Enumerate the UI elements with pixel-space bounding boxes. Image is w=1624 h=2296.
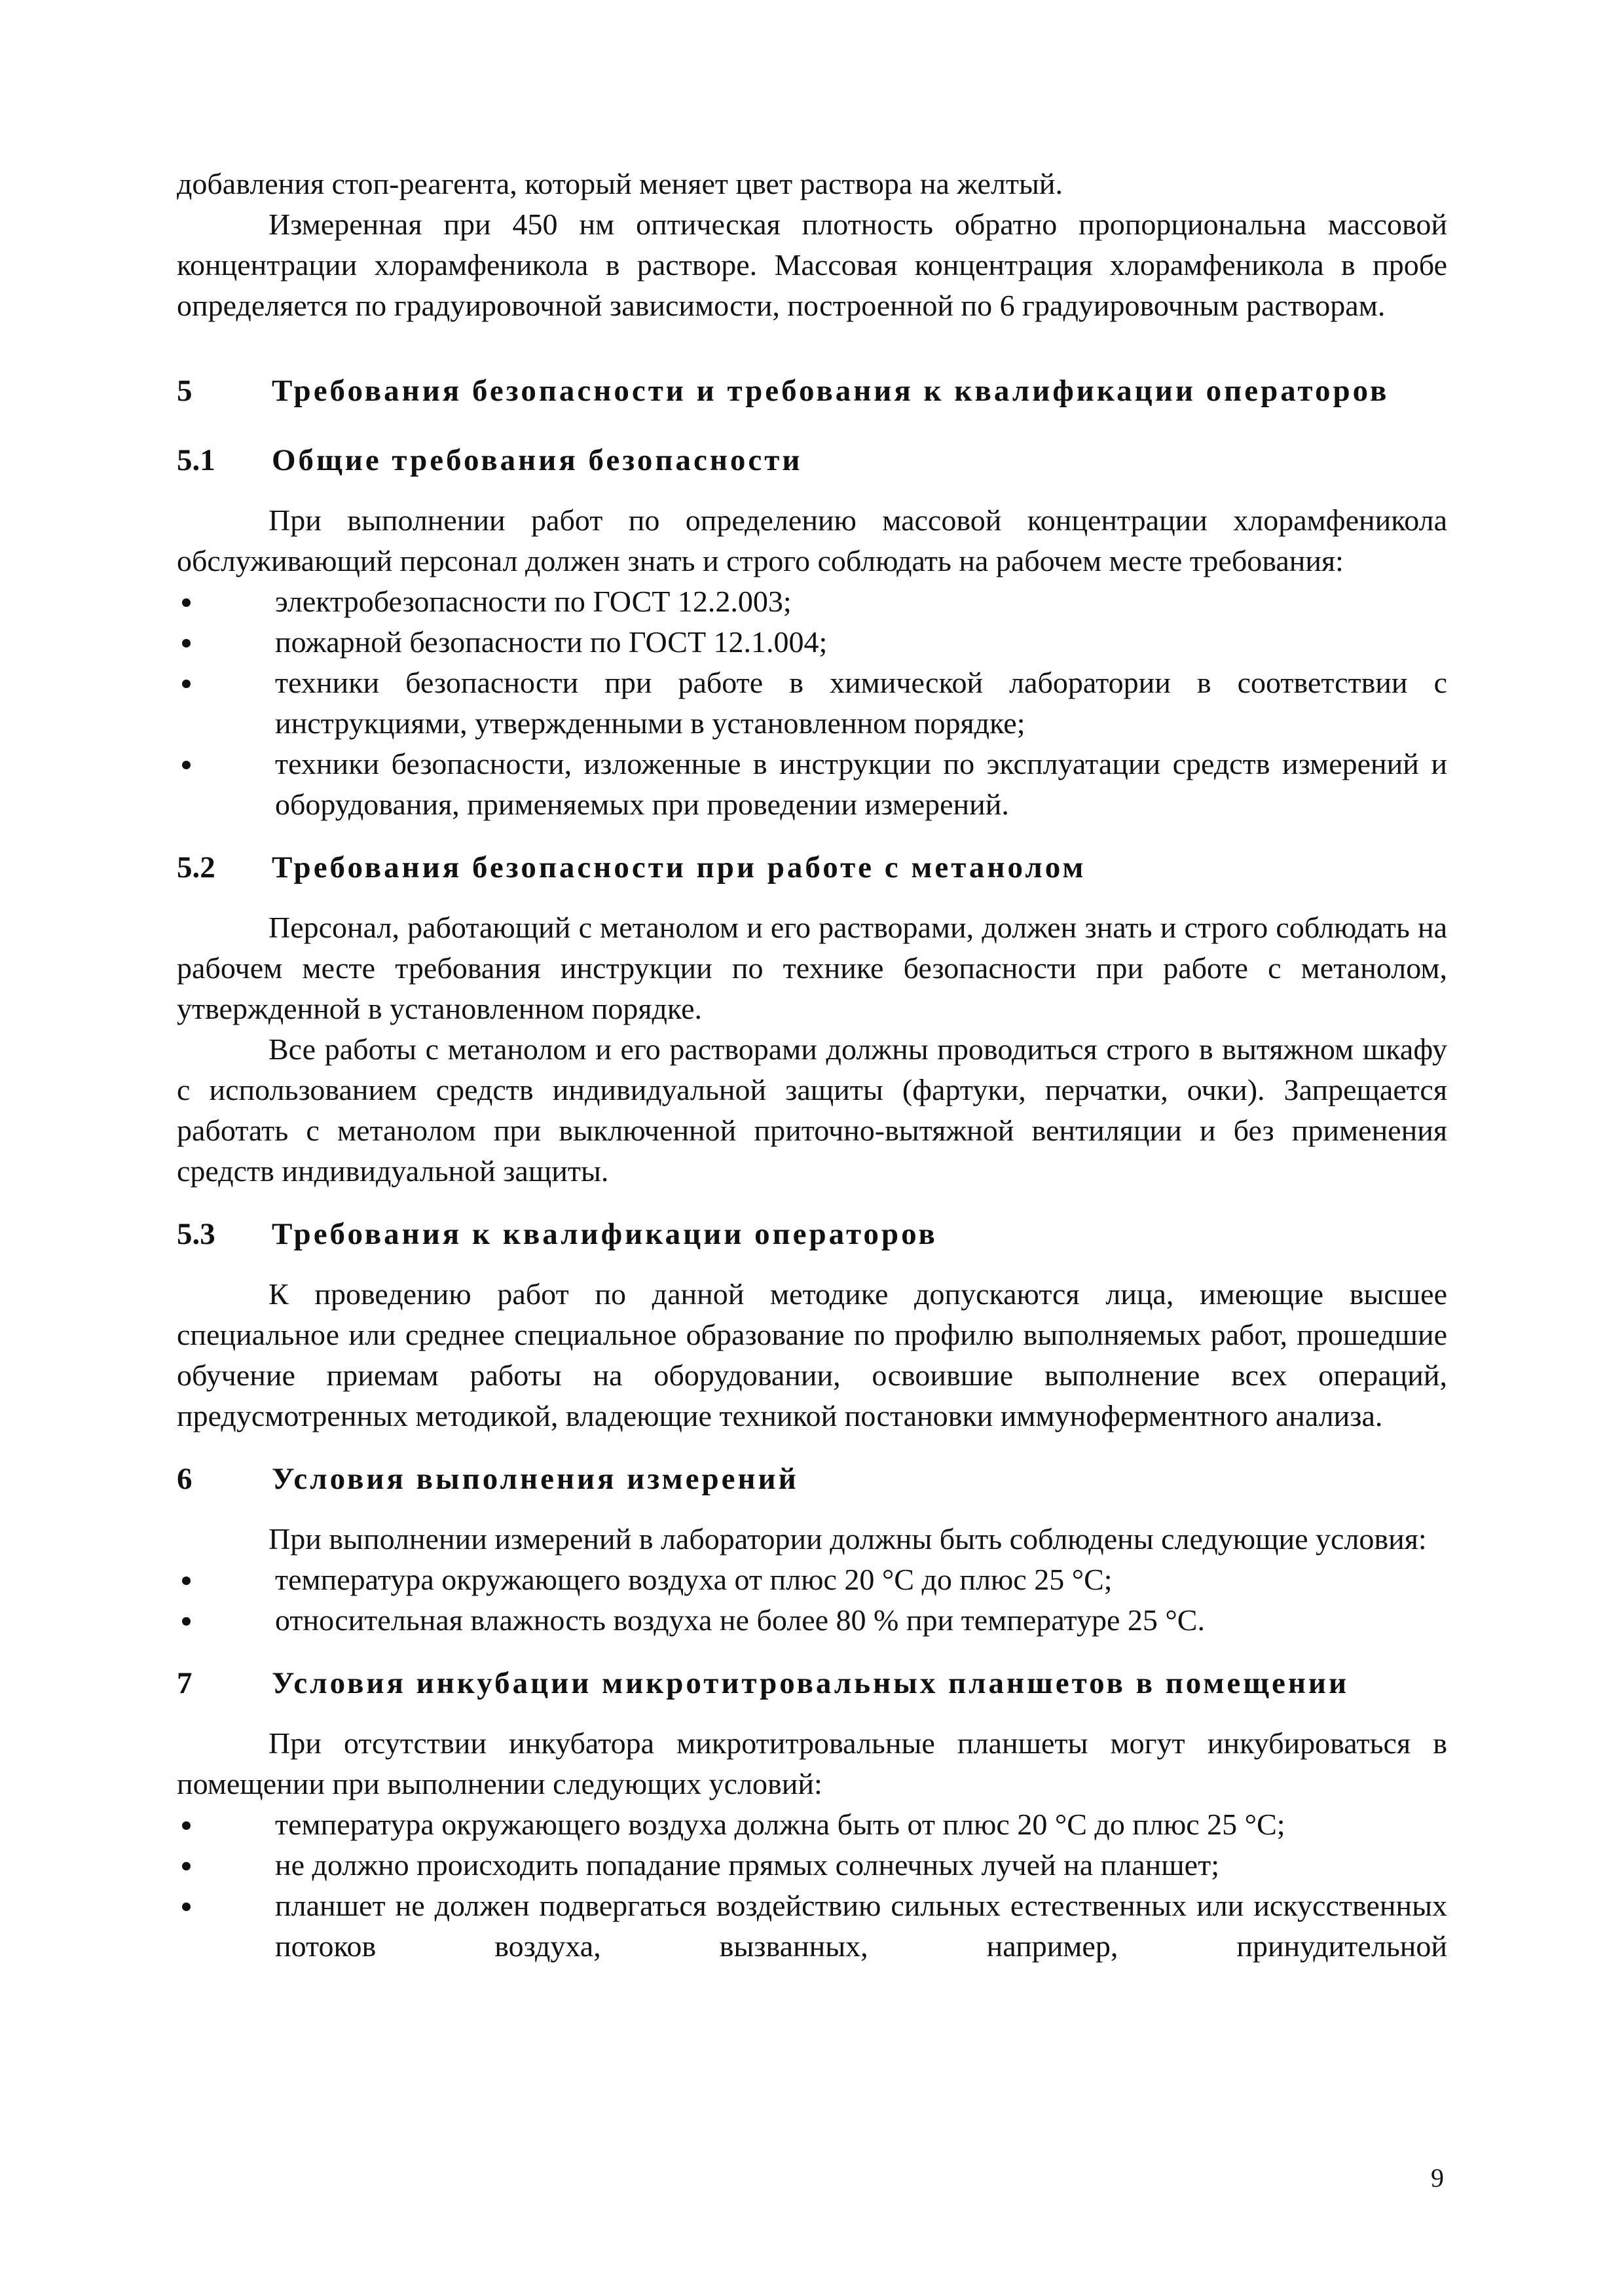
section-number: 5.1	[177, 443, 215, 477]
list-item: температура окружающего воздуха должна быть от плюс 20 °С до плюс 25 °С;	[177, 1804, 1447, 1845]
section-5-1-paragraph: При выполнении работ по определению массовой концентрации хлорамфеникола обслуживающий персонал должен знать и строго соблюдать на рабочем месте требования:	[177, 503, 1447, 577]
list-item: электробезопасности по ГОСТ 12.2.003;	[177, 581, 1447, 622]
section-number: 5.2	[177, 850, 215, 884]
list-item: пожарной безопасности по ГОСТ 12.1.004;	[177, 622, 1447, 663]
bullet-icon	[182, 1903, 191, 1911]
section-7-list	[177, 1804, 1447, 1967]
intro-paragraph-2: Измеренная при 450 нм оптическая плотность обратно пропорциональна массовой концентрации хлорамфеникола в растворе. Массовая концентрация хлорамфеникола в пробе определяется по градуировочной зависимости, построенной по 6 градуировочным растворам.	[177, 208, 1447, 322]
bullet-icon	[182, 1821, 191, 1830]
section-6-heading	[177, 1459, 1447, 1499]
intro-paragraph-1: добавления стоп-реагента, который меняет цвет раствора на желтый.	[177, 167, 1063, 200]
section-title: Требования к квалификации операторов	[272, 1217, 938, 1251]
section-number: 5	[177, 374, 193, 408]
page-number: 9	[1431, 2163, 1444, 2193]
section-number: 6	[177, 1462, 193, 1496]
bullet-icon	[182, 598, 191, 607]
list-item: техники безопасности при работе в химической лаборатории в соответствии с инструкциями, утвержденными в установленном порядке;	[177, 663, 1447, 744]
list-item: температура окружающего воздуха от плюс 20 °С до плюс 25 °С;	[177, 1559, 1447, 1600]
section-5-3-paragraph: К проведению работ по данной методике допускаются лица, имеющие высшее специальное или среднее специальное образование по профилю выполняемых работ, прошедшие обучение приемам работы на оборудовании, освоившие выполнение всех операций, предусмотренных методикой, владеющие техникой постановки иммуноферментного анализа.	[177, 1277, 1447, 1432]
section-5-2-paragraph-1: Персонал, работающий с метанолом и его растворами, должен знать и строго соблюдать на рабочем месте требования инструкции по технике безопасности при работе с метанолом, утвержденной в установленном порядке.	[177, 911, 1447, 1025]
list-item: техники безопасности, изложенные в инструкции по эксплуатации средств измерений и оборудования, применяемых при проведении измерений.	[177, 744, 1447, 825]
section-title: Требования безопасности и требования к квалификации операторов	[272, 374, 1390, 408]
section-7-heading	[177, 1663, 1447, 1704]
section-title: Требования безопасности при работе с метанолом	[272, 850, 1086, 884]
section-5-3-heading	[177, 1214, 1447, 1254]
section-6-list	[177, 1559, 1447, 1641]
section-5-heading	[177, 371, 1447, 411]
bullet-icon	[182, 1862, 191, 1870]
section-number: 7	[177, 1666, 193, 1700]
section-title: Общие требования безопасности	[272, 443, 803, 477]
section-6-paragraph: При выполнении измерений в лаборатории должны быть соблюдены следующие условия:	[268, 1522, 1427, 1556]
section-number: 5.3	[177, 1217, 215, 1251]
section-5-2-heading	[177, 847, 1447, 888]
section-title: Условия инкубации микротитровальных планшетов в помещении	[272, 1666, 1350, 1700]
section-7-paragraph: При отсутствии инкубатора микротитровальные планшеты могут инкубироваться в помещении при выполнении следующих условий:	[177, 1726, 1447, 1800]
list-item: не должно происходить попадание прямых солнечных лучей на планшет;	[177, 1845, 1447, 1886]
list-item: относительная влажность воздуха не более 80 % при температуре 25 °С.	[177, 1600, 1447, 1641]
section-5-2-paragraph-2: Все работы с метанолом и его растворами должны проводиться строго в вытяжном шкафу с использованием средств индивидуальной защиты (фартуки, перчатки, очки). Запрещается работать с метанолом при выключенной приточно-вытяжной вентиляции и без применения средств индивидуальной защиты.	[177, 1032, 1447, 1188]
section-title: Условия выполнения измерений	[272, 1462, 799, 1496]
page-content	[177, 164, 1447, 1967]
section-5-1-list	[177, 581, 1447, 825]
bullet-icon	[182, 1617, 191, 1626]
section-5-1-heading	[177, 440, 1447, 481]
list-item: планшет не должен подвергаться воздействию сильных естественных или искусственных потоков воздуха, вызванных, например, принудительной	[177, 1886, 1447, 1967]
bullet-icon	[182, 761, 191, 769]
bullet-icon	[182, 1576, 191, 1585]
bullet-icon	[182, 639, 191, 647]
bullet-icon	[182, 680, 191, 688]
